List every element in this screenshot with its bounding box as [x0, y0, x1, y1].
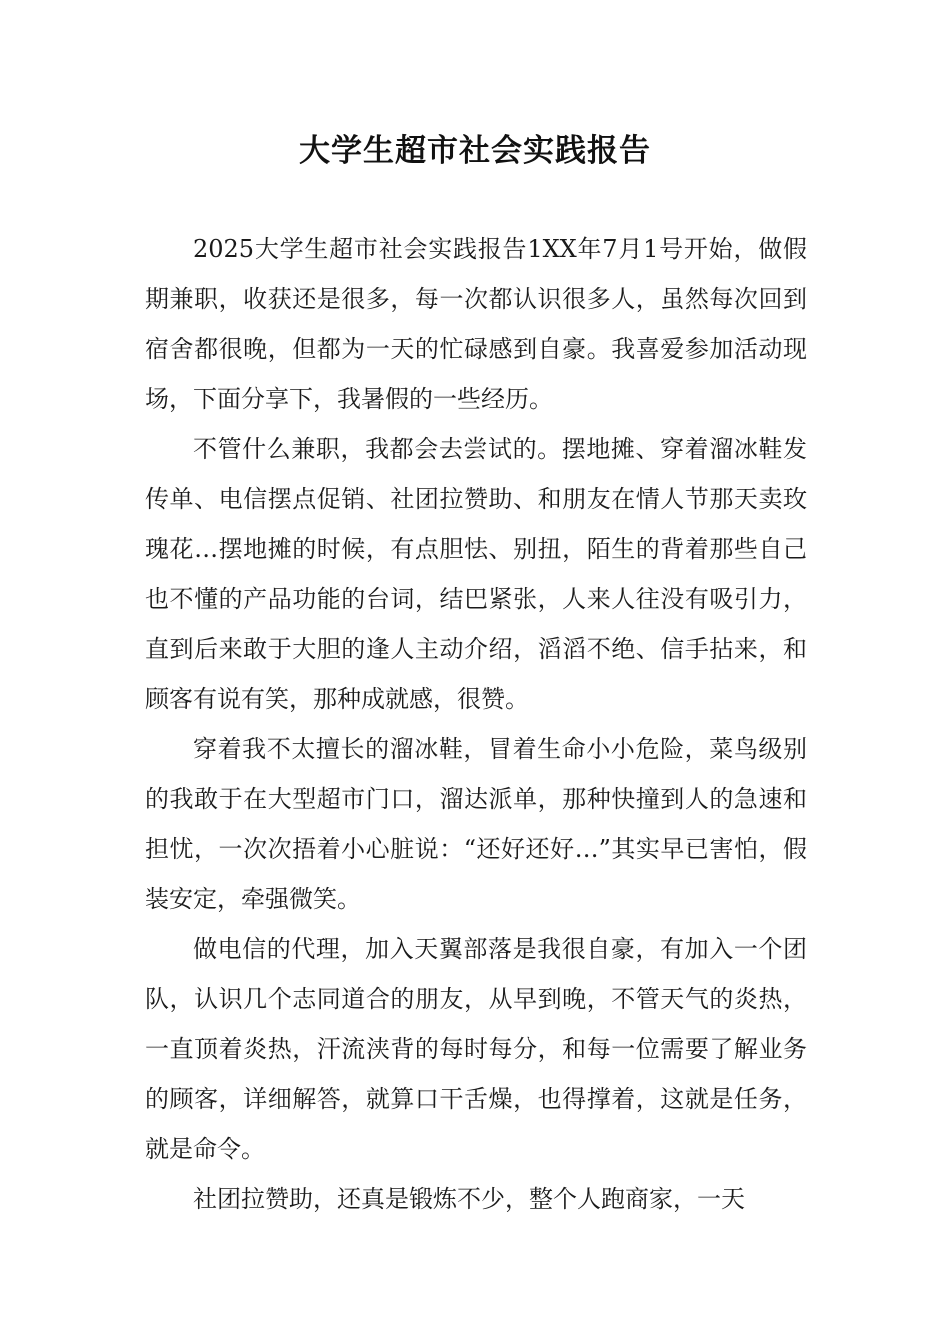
paragraph-2: 不管什么兼职，我都会去尝试的。摆地摊、穿着溜冰鞋发传单、电信摆点促销、社团拉赞助、和朋友在情人节那天卖玫瑰花…摆地摊的时候，有点胆怯、别扭，陌生的背着那些自己也不懂的产品功能的台词，结巴紧张，人来人往没有吸引力，直到后来敢于大胆的逢人主动介绍，滔滔不绝、信手拈来，和顾客有说有笑，那种成就感，很赞。 — [145, 435, 807, 713]
paragraph-4: 做电信的代理，加入天翼部落是我很自豪，有加入一个团队，认识几个志同道合的朋友，从早到晚，不管天气的炎热，一直顶着炎热，汗流浃背的每时每分，和每一位需要了解业务的顾客，详细解答，就算口干舌燥，也得撑着，这就是任务，就是命令。 — [145, 935, 807, 1163]
document-title: 大学生超市社会实践报告 — [299, 133, 651, 169]
paragraph-5: 社团拉赞助，还真是锻炼不少，整个人跑商家，一天 — [193, 1185, 745, 1213]
paragraph-3: 穿着我不太擅长的溜冰鞋，冒着生命小小危险，菜鸟级别的我敢于在大型超市门口，溜达派单，那种快撞到人的急速和担忧，一次次捂着小心脏说：“还好还好…”其实早已害怕，假装安定，牵强微笑。 — [145, 735, 807, 913]
paragraph-1: 2025大学生超市社会实践报告1XX年7月1号开始，做假期兼职，收获还是很多，每一次都认识很多人，虽然每次回到宿舍都很晚，但都为一天的忙碌感到自豪。我喜爱参加活动现场，下面分享下，我暑假的一些经历。 — [145, 235, 807, 413]
document-body — [145, 224, 807, 1224]
